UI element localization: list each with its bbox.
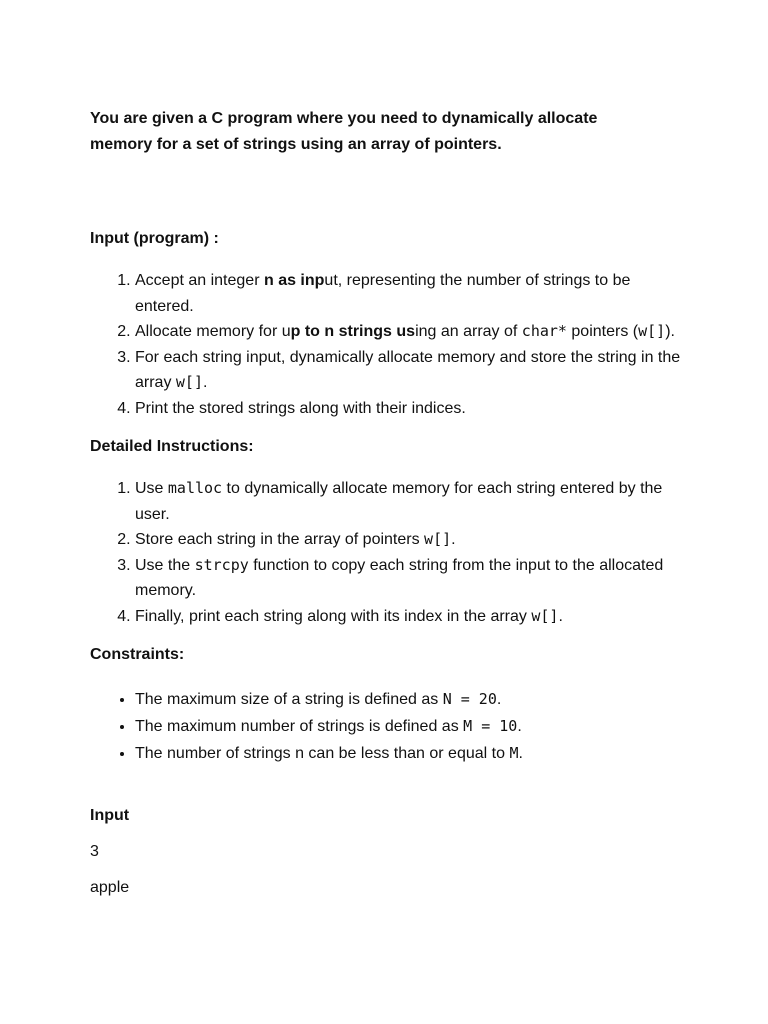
list-item: 2. Allocate memory for up to n strings using an array of char* pointers (w[]). xyxy=(135,319,690,345)
list-item: 2. Store each string in the array of pointers w[]. xyxy=(135,527,690,553)
list-item: 4. Finally, print each string along with its index in the array w[]. xyxy=(135,604,690,630)
document-page xyxy=(90,106,690,899)
sample-input-line-2: apple xyxy=(90,879,130,896)
list-item: 1. Use malloc to dynamically allocate memory for each string entered by the user. xyxy=(135,476,690,527)
sample-input-heading: Input xyxy=(90,807,130,824)
intro-paragraph xyxy=(90,106,690,158)
detailed-instructions-list xyxy=(90,476,690,629)
list-item: 1. Accept an integer n as input, representing the number of strings to be entered. xyxy=(135,268,690,319)
input-program-heading: Input (program) : xyxy=(90,230,219,247)
list-item: 4. Print the stored strings along with their indices. xyxy=(135,396,690,422)
intro-line-1: You are given a C program where you need to dynamically allocate xyxy=(90,110,598,127)
list-item: 3. Use the strcpy function to copy each string from the input to the allocated memory. xyxy=(135,553,690,604)
constraints-heading: Constraints: xyxy=(90,646,185,663)
list-item: 3. For each string input, dynamically allocate memory and store the string in the array w[]. xyxy=(135,345,690,396)
detailed-instructions-heading: Detailed Instructions: xyxy=(90,438,254,455)
list-item: • The maximum size of a string is defined as N = 20. xyxy=(135,686,690,713)
intro-line-2: memory for a set of strings using an array of pointers. xyxy=(90,136,502,153)
constraints-list xyxy=(90,686,690,767)
sample-input-line-1: 3 xyxy=(90,843,99,860)
list-item: • The number of strings n can be less than or equal to M. xyxy=(135,740,690,767)
input-program-list xyxy=(90,268,690,421)
list-item: • The maximum number of strings is defined as M = 10. xyxy=(135,713,690,740)
